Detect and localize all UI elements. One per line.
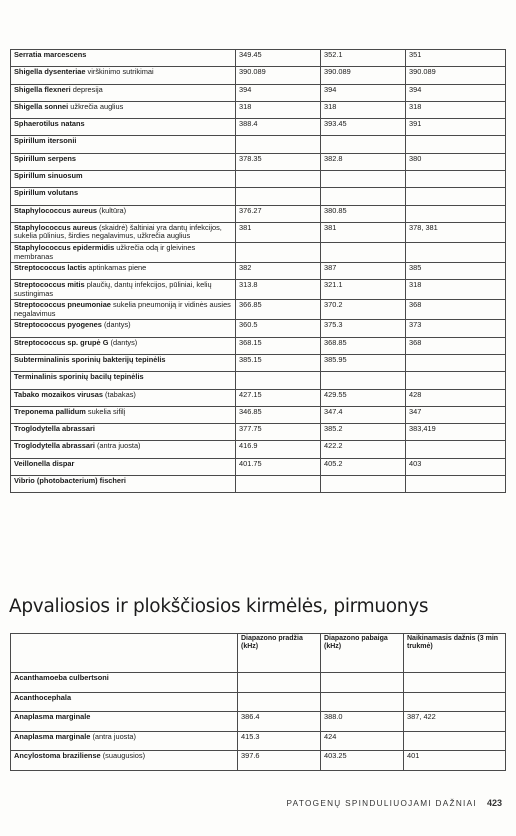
range-end-cell: 347.4 xyxy=(321,406,406,423)
range-end-cell: 375.3 xyxy=(321,320,406,337)
table-row xyxy=(11,243,506,263)
kill-frequency-cell xyxy=(406,136,506,153)
range-end-cell xyxy=(321,673,404,693)
range-start-cell xyxy=(236,372,321,389)
kill-frequency-cell xyxy=(406,243,506,263)
organism-name: Streptococcus pneumoniae xyxy=(14,300,111,310)
organism-name: Streptococcus sp. grupė G xyxy=(14,337,109,347)
table-row xyxy=(11,389,506,406)
table-row xyxy=(11,188,506,205)
organism-note: (antra juosta) xyxy=(90,731,137,741)
range-start-cell: 381 xyxy=(236,222,321,242)
section-title: Apvaliosios ir plokščiosios kirmėlės, pirmuonys xyxy=(9,596,429,617)
range-end-cell: 429.55 xyxy=(321,389,406,406)
table-row xyxy=(11,751,506,771)
table-row xyxy=(11,280,506,300)
header-range-end: Diapazono pabaiga (kHz) xyxy=(321,634,404,673)
range-end-cell: 385.2 xyxy=(321,424,406,441)
table1-body xyxy=(11,50,506,493)
kill-frequency-cell: 378, 381 xyxy=(406,222,506,242)
table-row xyxy=(11,67,506,84)
organism-name: Staphylococcus aureus xyxy=(14,205,97,215)
range-end-cell: 393.45 xyxy=(321,119,406,136)
range-end-cell xyxy=(321,136,406,153)
table-row xyxy=(11,101,506,118)
range-start-cell: 401.75 xyxy=(236,458,321,475)
range-end-cell: 382.8 xyxy=(321,153,406,170)
organism-cell xyxy=(11,67,236,84)
organism-cell xyxy=(11,692,238,712)
range-end-cell: 390.089 xyxy=(321,67,406,84)
range-start-cell: 346.85 xyxy=(236,406,321,423)
organism-cell xyxy=(11,424,236,441)
organism-note: (tabakas) xyxy=(103,389,136,399)
kill-frequency-cell xyxy=(406,441,506,458)
table-row xyxy=(11,441,506,458)
range-end-cell: 422.2 xyxy=(321,441,406,458)
organism-cell xyxy=(11,84,236,101)
range-end-cell: 318 xyxy=(321,101,406,118)
organism-cell xyxy=(11,243,236,263)
range-start-cell xyxy=(236,188,321,205)
organism-note: sukelia sifilį xyxy=(85,406,126,416)
table-row xyxy=(11,320,506,337)
range-end-cell xyxy=(321,692,404,712)
organism-name: Subterminalinis sporinių bakterijų tepinėlis xyxy=(14,354,166,364)
table-row xyxy=(11,476,506,493)
organism-cell xyxy=(11,337,236,354)
organism-cell xyxy=(11,441,236,458)
range-start-cell: 382 xyxy=(236,263,321,280)
table2-header xyxy=(11,634,506,673)
organism-note: (antra juosta) xyxy=(94,441,141,451)
range-start-cell: 427.15 xyxy=(236,389,321,406)
organism-name: Veillonella dispar xyxy=(14,458,75,468)
organism-name: Shigella flexneri xyxy=(14,84,71,94)
table-row xyxy=(11,673,506,693)
table-row xyxy=(11,171,506,188)
organism-note: užkrečia odą ir gleivines membranas xyxy=(14,243,196,261)
range-end-cell: 424 xyxy=(321,731,404,751)
kill-frequency-cell: 383,419 xyxy=(406,424,506,441)
kill-frequency-cell: 373 xyxy=(406,320,506,337)
range-end-cell: 387 xyxy=(321,263,406,280)
table-row xyxy=(11,136,506,153)
organism-cell xyxy=(11,389,236,406)
organism-cell xyxy=(11,458,236,475)
header-name-column xyxy=(11,634,238,673)
kill-frequency-cell xyxy=(406,476,506,493)
organism-note: (dantys) xyxy=(108,337,138,347)
organism-cell xyxy=(11,372,236,389)
organism-note: (dantys) xyxy=(101,320,131,330)
range-start-cell xyxy=(236,171,321,188)
table-row xyxy=(11,372,506,389)
organism-name: Troglodytella abrassari xyxy=(14,441,95,451)
range-end-cell: 388.0 xyxy=(321,712,404,732)
organism-note: (suaugusios) xyxy=(100,751,146,760)
kill-frequency-cell: 390.089 xyxy=(406,67,506,84)
range-start-cell: 388.4 xyxy=(236,119,321,136)
table-row xyxy=(11,263,506,280)
organism-cell xyxy=(11,673,238,693)
table-header-row xyxy=(11,634,506,673)
table-row xyxy=(11,153,506,170)
table-row xyxy=(11,458,506,475)
organism-cell xyxy=(11,280,236,300)
frequency-table-worms xyxy=(10,633,506,771)
range-start-cell: 349.45 xyxy=(236,50,321,67)
table-row xyxy=(11,300,506,320)
organism-cell xyxy=(11,101,236,118)
organism-name: Serratia marcescens xyxy=(14,50,87,59)
kill-frequency-cell xyxy=(406,354,506,371)
organism-name: Terminalinis sporinių bacilų tepinėlis xyxy=(14,372,144,382)
organism-note: virškinimo sutrikimai xyxy=(85,67,154,77)
organism-note: aptinkamas piene xyxy=(86,263,147,273)
table-row xyxy=(11,424,506,441)
organism-name: Acanthocephala xyxy=(14,692,72,702)
kill-frequency-cell xyxy=(404,692,506,712)
table-row xyxy=(11,337,506,354)
kill-frequency-cell: 351 xyxy=(406,50,506,67)
range-end-cell: 352.1 xyxy=(321,50,406,67)
organism-name: Shigella dysenteriae xyxy=(14,67,86,77)
kill-frequency-cell xyxy=(406,205,506,222)
range-end-cell xyxy=(321,372,406,389)
organism-note: depresija xyxy=(70,84,103,94)
organism-cell xyxy=(11,263,236,280)
organism-cell xyxy=(11,712,238,732)
kill-frequency-cell: 401 xyxy=(404,751,506,771)
organism-name: Anaplasma marginale xyxy=(14,731,91,741)
table-row xyxy=(11,222,506,242)
organism-name: Ancylostoma braziliense xyxy=(14,751,101,760)
organism-cell xyxy=(11,222,236,242)
kill-frequency-cell xyxy=(406,171,506,188)
range-start-cell xyxy=(238,692,321,712)
running-title: PATOGENŲ SPINDULIUOJAMI DAŽNIAI xyxy=(286,799,477,808)
range-start-cell xyxy=(236,136,321,153)
kill-frequency-cell: 347 xyxy=(406,406,506,423)
organism-name: Anaplasma marginale xyxy=(14,712,91,721)
kill-frequency-cell xyxy=(404,731,506,751)
range-start-cell: 368.15 xyxy=(236,337,321,354)
organism-cell xyxy=(11,188,236,205)
table-row xyxy=(11,406,506,423)
organism-cell xyxy=(11,171,236,188)
organism-cell xyxy=(11,406,236,423)
page-footer xyxy=(287,798,502,808)
range-start-cell: 377.75 xyxy=(236,424,321,441)
range-start-cell: 366.85 xyxy=(236,300,321,320)
organism-name: Vibrio (photobacterium) fischeri xyxy=(14,476,126,486)
page-number: 423 xyxy=(486,798,502,808)
range-end-cell xyxy=(321,171,406,188)
kill-frequency-cell: 318 xyxy=(406,280,506,300)
range-start-cell: 378.35 xyxy=(236,153,321,170)
range-start-cell: 416.9 xyxy=(236,441,321,458)
range-start-cell: 397.6 xyxy=(238,751,321,771)
range-start-cell xyxy=(238,673,321,693)
kill-frequency-cell xyxy=(404,673,506,693)
organism-cell xyxy=(11,476,236,493)
header-range-start: Diapazono pradžia (kHz) xyxy=(238,634,321,673)
kill-frequency-cell: 385 xyxy=(406,263,506,280)
organism-name: Treponema pallidum xyxy=(14,406,86,416)
organism-note: (skaidrė) šaltiniai yra dantų infekcijos, sukelia pūlinius, širdies negalavimus, užkrečia auglius xyxy=(14,222,222,241)
organism-name: Tabako mozaikos virusas xyxy=(14,389,103,399)
table-row xyxy=(11,354,506,371)
organism-name: Spirillum sinuosum xyxy=(14,171,83,181)
organism-cell xyxy=(11,153,236,170)
range-end-cell: 368.85 xyxy=(321,337,406,354)
kill-frequency-cell xyxy=(406,188,506,205)
table-row xyxy=(11,731,506,751)
table-row xyxy=(11,84,506,101)
organism-cell xyxy=(11,320,236,337)
organism-cell xyxy=(11,300,236,320)
organism-cell xyxy=(11,205,236,222)
range-start-cell: 318 xyxy=(236,101,321,118)
organism-cell xyxy=(11,136,236,153)
header-kill-frequency: Naikinamasis dažnis (3 min trukmė) xyxy=(404,634,506,673)
organism-name: Troglodytella abrassari xyxy=(14,424,95,434)
kill-frequency-cell: 368 xyxy=(406,337,506,354)
organism-note: plaučių, dantų infekcijos, pūliniai, kelių sustingimas xyxy=(14,280,212,298)
table-row xyxy=(11,712,506,732)
organism-name: Shigella sonnei xyxy=(14,101,69,111)
organism-name: Streptococcus mitis xyxy=(14,280,85,290)
range-end-cell xyxy=(321,476,406,493)
kill-frequency-cell: 380 xyxy=(406,153,506,170)
range-start-cell: 376.27 xyxy=(236,205,321,222)
range-end-cell xyxy=(321,243,406,263)
frequency-table-bacteria xyxy=(10,49,506,493)
range-start-cell: 386.4 xyxy=(238,712,321,732)
table-row xyxy=(11,50,506,67)
organism-name: Acanthamoeba culbertsoni xyxy=(14,673,109,682)
range-start-cell: 385.15 xyxy=(236,354,321,371)
range-end-cell xyxy=(321,188,406,205)
table-row xyxy=(11,119,506,136)
organism-name: Streptococcus lactis xyxy=(14,263,87,273)
organism-cell xyxy=(11,751,238,771)
range-end-cell: 403.25 xyxy=(321,751,404,771)
table-row xyxy=(11,692,506,712)
organism-cell xyxy=(11,119,236,136)
organism-name: Streptococcus pyogenes xyxy=(14,320,102,330)
range-end-cell: 405.2 xyxy=(321,458,406,475)
range-start-cell: 394 xyxy=(236,84,321,101)
range-start-cell: 390.089 xyxy=(236,67,321,84)
range-start-cell: 313.8 xyxy=(236,280,321,300)
range-start-cell: 360.5 xyxy=(236,320,321,337)
organism-name: Staphylococcus aureus xyxy=(14,222,97,232)
kill-frequency-cell: 391 xyxy=(406,119,506,136)
organism-name: Spirillum serpens xyxy=(14,153,77,163)
organism-cell xyxy=(11,731,238,751)
organism-note: užkrečia auglius xyxy=(68,101,124,111)
range-end-cell: 380.85 xyxy=(321,205,406,222)
range-end-cell: 394 xyxy=(321,84,406,101)
kill-frequency-cell: 387, 422 xyxy=(404,712,506,732)
range-end-cell: 370.2 xyxy=(321,300,406,320)
kill-frequency-cell: 318 xyxy=(406,101,506,118)
range-end-cell: 321.1 xyxy=(321,280,406,300)
organism-note: (kultūra) xyxy=(96,205,127,215)
organism-name: Spirillum volutans xyxy=(14,188,79,198)
range-end-cell: 381 xyxy=(321,222,406,242)
kill-frequency-cell xyxy=(406,372,506,389)
range-start-cell xyxy=(236,243,321,263)
range-end-cell: 385.95 xyxy=(321,354,406,371)
kill-frequency-cell: 403 xyxy=(406,458,506,475)
organism-name: Staphylococcus epidermidis xyxy=(14,243,115,252)
table-row xyxy=(11,205,506,222)
organism-name: Spirillum itersonii xyxy=(14,136,77,146)
kill-frequency-cell: 428 xyxy=(406,389,506,406)
range-start-cell: 415.3 xyxy=(238,731,321,751)
organism-name: Sphaerotilus natans xyxy=(14,119,85,129)
organism-cell xyxy=(11,354,236,371)
range-start-cell xyxy=(236,476,321,493)
organism-cell xyxy=(11,50,236,67)
kill-frequency-cell: 368 xyxy=(406,300,506,320)
kill-frequency-cell: 394 xyxy=(406,84,506,101)
table2-body xyxy=(11,673,506,771)
organism-note: sukelia pneumoniją ir vidinės ausies negalavimus xyxy=(14,300,231,318)
